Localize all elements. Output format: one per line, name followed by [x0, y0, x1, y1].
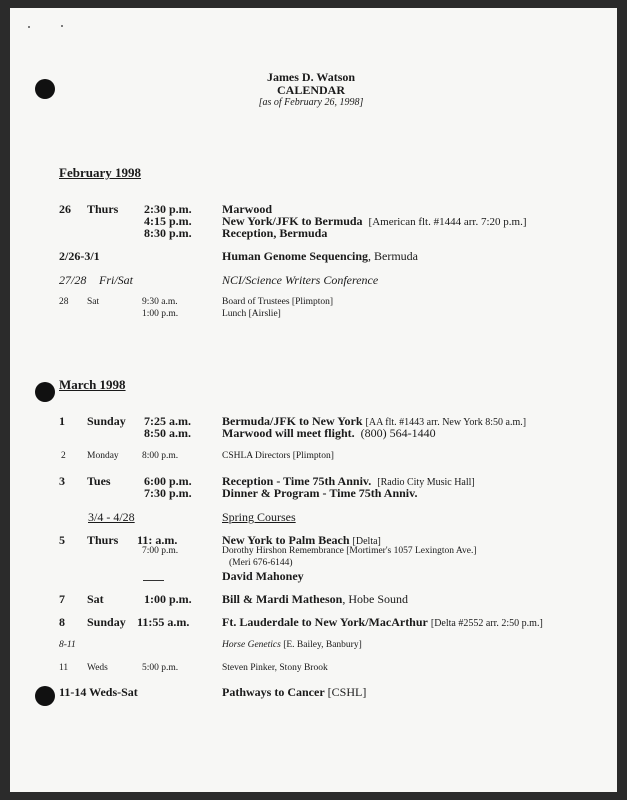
day-number: 5	[59, 533, 65, 547]
event-entry: Human Genome Sequencing, Bermuda	[222, 249, 419, 263]
day-number: 1	[59, 414, 65, 428]
event-time: 2:30 p.m.	[144, 202, 192, 216]
day-of-week: Fri/Sat	[99, 273, 134, 287]
event-entry: New York to Palm Beach [Delta]	[222, 533, 381, 547]
event-time: 11:55 a.m.	[137, 615, 190, 629]
event-title: Reception, Bermuda	[222, 226, 328, 240]
event-time: 7:30 p.m.	[144, 486, 192, 500]
speck-mark	[28, 26, 30, 28]
event-entry: Pathways to Cancer [CSHL]	[222, 685, 367, 699]
day-of-week: Thurs	[87, 202, 119, 216]
event-entry: Horse Genetics [E. Bailey, Banbury]	[222, 640, 362, 650]
punch-hole	[35, 686, 55, 706]
date-range: 8-11	[59, 640, 76, 650]
day-number: 26	[59, 202, 71, 216]
punch-hole	[35, 79, 55, 99]
event-entry: Marwood will meet flight. (800) 564-1440	[222, 426, 436, 440]
header-name: James D. Watson	[266, 70, 356, 84]
event-entry: Reception - Time 75th Anniv. [Radio City Music Hall]	[222, 474, 475, 488]
event-title: Dinner & Program - Time 75th Anniv.	[222, 486, 418, 500]
event-time: 11: a.m.	[137, 533, 178, 547]
event-title: NCI/Science Writers Conference	[222, 273, 379, 287]
event-time: 7:25 a.m.	[144, 414, 191, 428]
day-of-week: Weds	[87, 663, 108, 673]
event-time: 7:00 p.m.	[142, 546, 179, 556]
date-range: 2/26-3/1	[59, 249, 100, 263]
date-range: 3/4 - 4/28	[88, 510, 135, 524]
date-range: 11-14 Weds-Sat	[59, 685, 138, 699]
header-title: CALENDAR	[276, 83, 345, 97]
event-entry: Ft. Lauderdale to New York/MacArthur [Delta #2552 arr. 2:50 p.m.]	[222, 615, 543, 629]
event-time: 8:30 p.m.	[144, 226, 192, 240]
day-of-week: Sat	[87, 297, 100, 307]
day-of-week: Monday	[87, 451, 119, 461]
event-title: CSHLA Directors [Plimpton]	[222, 451, 334, 461]
punch-hole	[35, 382, 55, 402]
event-title: Dorothy Hirshon Remembrance [Mortimer's 1057 Lexington Ave.]	[222, 546, 477, 556]
event-time: 1:00 p.m.	[144, 592, 192, 606]
day-number: 3	[59, 474, 65, 488]
event-time: 5:00 p.m.	[142, 663, 179, 673]
event-entry: New York/JFK to Bermuda [American flt. #1444 arr. 7:20 p.m.]	[222, 214, 527, 228]
event-title: Marwood	[222, 202, 272, 216]
document-page	[10, 8, 617, 792]
event-time: 6:00 p.m.	[144, 474, 192, 488]
date-range: 27/28	[59, 273, 87, 287]
day-of-week: Thurs	[87, 533, 119, 547]
event-subtitle: (Meri 676-6144)	[229, 558, 293, 568]
day-of-week: Sunday	[87, 615, 126, 629]
event-entry: Bermuda/JFK to New York [AA flt. #1443 arr. New York 8:50 a.m.]	[222, 414, 527, 428]
month-heading-february: February 1998	[59, 165, 141, 180]
speck-mark	[61, 25, 63, 27]
day-of-week: Tues	[87, 474, 111, 488]
month-heading-march: March 1998	[59, 377, 126, 392]
day-number: 28	[59, 297, 69, 307]
event-time: 1:00 p.m.	[142, 309, 179, 319]
day-number: 11	[59, 663, 69, 673]
event-time: 8:00 p.m.	[142, 451, 179, 461]
event-time: 8:50 a.m.	[144, 426, 191, 440]
event-entry: Bill & Mardi Matheson, Hobe Sound	[222, 592, 408, 606]
event-time: 4:15 p.m.	[144, 214, 192, 228]
event-title: Lunch [Airslie]	[222, 309, 281, 319]
header-asof: [as of February 26, 1998]	[258, 97, 364, 108]
day-number: 8	[59, 615, 65, 629]
event-title: Board of Trustees [Plimpton]	[222, 297, 334, 307]
event-title: Spring Courses	[222, 510, 296, 524]
divider-line	[143, 580, 164, 581]
day-of-week: Sat	[87, 592, 104, 606]
event-time: 9:30 a.m.	[142, 297, 178, 307]
day-number: 2	[61, 451, 66, 461]
event-title: Steven Pinker, Stony Brook	[222, 663, 328, 673]
day-of-week: Sunday	[87, 414, 126, 428]
event-title: David Mahoney	[222, 569, 304, 583]
day-number: 7	[59, 592, 65, 606]
